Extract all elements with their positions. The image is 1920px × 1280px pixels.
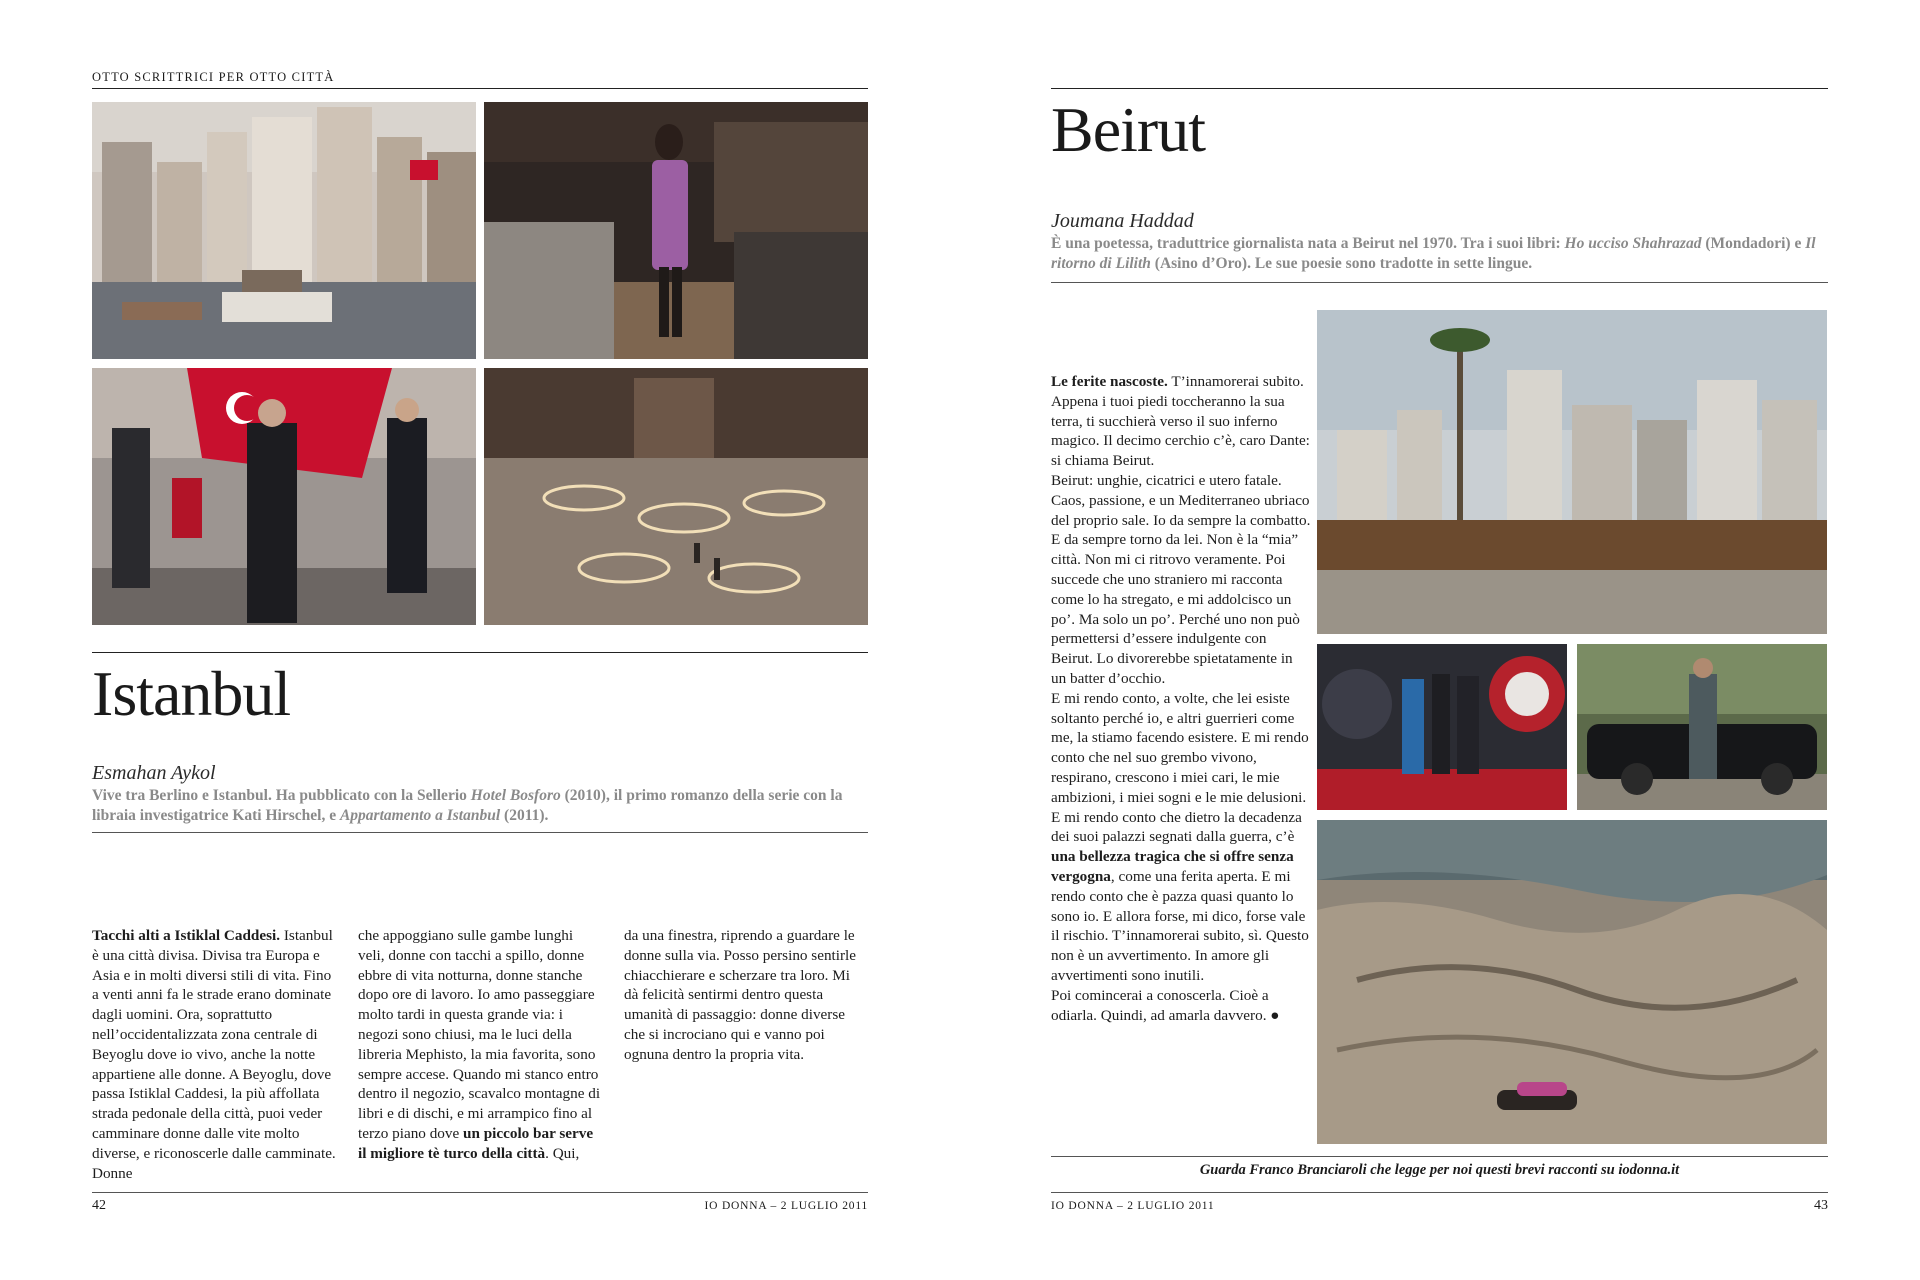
photo-istanbul-waterfront [92,102,476,359]
footer-issue-right: IO DONNA – 2 LUGLIO 2011 [1051,1200,1215,1212]
bio-rule-beirut [1051,282,1828,283]
lead-in: Tacchi alti a Istiklal Caddesi. [92,927,281,944]
body-column-3: da una finestra, riprendo a guardare le donne sulla via. Posso persino sentirle chiacchierare e scherzare tra loro. Mi dà felicità sentirmi dentro questa umanità di passaggio: donne diverse che si incrociano qui e vanno poi ognuna dentro la propria vita. [624,927,857,1063]
footer-rule-left [92,1192,868,1193]
body-column-2: che appoggiano sulle gambe lunghi veli, donne con tacchi a spillo, donne ebbre di vita notturna, donne stanche dopo ore di lavoro. Io amo passeggiare molto tardi in questa grande via: i negozi sono chiusi, ma le luci della libreria Mephisto, la mia favorita, sono sempre accese. Quando mi stanco entro dentro il negozio, scavalco montagne di libri e di dischi, e mi arrampico fino al terzo piano dove un piccolo bar serve il migliore tè turco della città. Qui, [358,927,601,1162]
photo-istanbul-flags [92,368,476,625]
author-name-beirut: Joumana Haddad [1051,210,1194,232]
video-credit-line: Guarda Franco Branciaroli che legge per noi questi brevi racconti su iodonna.it [1199,1162,1680,1178]
photo-beirut-skyline [1317,310,1827,634]
end-mark-icon: ● [1270,1006,1280,1024]
photo-istanbul-mosque [484,368,868,625]
photo-beirut-rocks [1317,820,1827,1144]
author-name-istanbul: Esmahan Aykol [92,762,216,784]
highlight: un piccolo bar serve il migliore tè turco della città [358,1124,594,1162]
highlight: una bellezza tragica che si offre senza vergogna [1051,848,1294,885]
body-column-1: Tacchi alti a Istiklal Caddesi. Istanbul è una città divisa. Divisa tra Europa e Asia e in molti diversi stili di vita. Fino a venti anni fa le strade erano dominate dagli uomini. Ora, soprattutto nell’occidentalizzata zona centrale di Beyoglu dove io vivo, anche la notte appartiene alle donne. A Beyoglu, dove passa Istiklal Caddesi, la più affollata strada pedonale della città, puoi veder camminare donne dalle vite molto diverse, e riconoscerle dalle camminate. Donne [92,927,336,1182]
author-bio-istanbul: Vive tra Berlino e Istanbul. Ha pubblicato con la Sellerio Hotel Bosforo (2010), il primo romanzo della serie con la libraia investigatrice Kati Hirschel, e Appartamento a Istanbul (2011). [92,787,843,824]
book-title: Il ritorno di Lilith [1051,235,1816,272]
header-rule-right [1051,88,1828,89]
book-title: Hotel Bosforo [470,787,561,804]
city-title-istanbul: Istanbul [92,658,291,729]
page-number-right: 43 [1814,1198,1828,1213]
book-title: Ho ucciso Shahrazad [1564,235,1702,252]
lead-in: Le ferite nascoste. [1051,373,1168,390]
body-column-beirut: Le ferite nascoste. T’innamorerai subito. Appena i tuoi piedi toccheranno la sua terra, ti succhierà verso il suo inferno magico. Il decimo cerchio c’è, caro Dante: si chiama Beirut. Beirut: unghie, cicatrici e utero fatale. Caos, passione, e un Mediterraneo ubriaco del proprio sale. Io da sempre la combatto. E da sempre torno da lei. Non è la “mia” città. Non mi ci ritrovo veramente. Poi succede che uno straniero mi racconta come lo ha stregato, e mi addolcisco un po’. Ma solo un po’. Perché uno non può permettersi d’essere indulgente con Beirut. Lo divorerebbe spietatamente in un batter d’occhio. E mi rendo conto, a volte, che lei esiste soltanto perché io, e altri guerrieri come me, la stiamo facendo esistere. E mi rendo conto che nel suo grembo vivono, respirano, crescono i miei cari, le mie ambizioni, i miei sogni e le mie delusioni. E mi rendo conto che dietro la decadenza dei suoi palazzi segnati dalla guerra, c’è una bellezza tragica che si offre senza vergogna, come una ferita aperta. E mi rendo conto che è pazza quasi quanto lo sono io. E allora forse, mi dico, forse vale il rischio. T’innamorerai subito, sì. Questo non è un avvertimento. In amore gli avvertimenti sono inutili. Poi comincerai a conoscerla. Cioè a odiarla. Quindi, ad amarla davvero. ● [1051,373,1311,1024]
photo-beirut-studio [1317,644,1567,810]
author-bio-beirut: È una poetessa, traduttrice giornalista nata a Beirut nel 1970. Tra i suoi libri: Ho ucciso Shahrazad (Mondadori) e Il ritorno di Lilith (Asino d’Oro). Le sue poesie sono tradotte in sette lingue. [1051,235,1816,272]
city-title-beirut: Beirut [1051,94,1205,165]
title-rule-istanbul [92,652,868,653]
photo-istanbul-cafe [484,102,868,359]
credit-rule [1051,1156,1828,1157]
footer-rule-right [1051,1192,1828,1193]
photo-beirut-police [1577,644,1827,810]
footer-issue-left: IO DONNA – 2 LUGLIO 2011 [704,1200,868,1212]
section-header-label: OTTO SCRITTRICI PER OTTO CITTÀ [92,70,335,84]
header-rule [92,88,868,89]
book-title: Appartamento a Istanbul [339,807,501,824]
page-number-left: 42 [92,1198,106,1213]
bio-rule-istanbul [92,832,868,833]
